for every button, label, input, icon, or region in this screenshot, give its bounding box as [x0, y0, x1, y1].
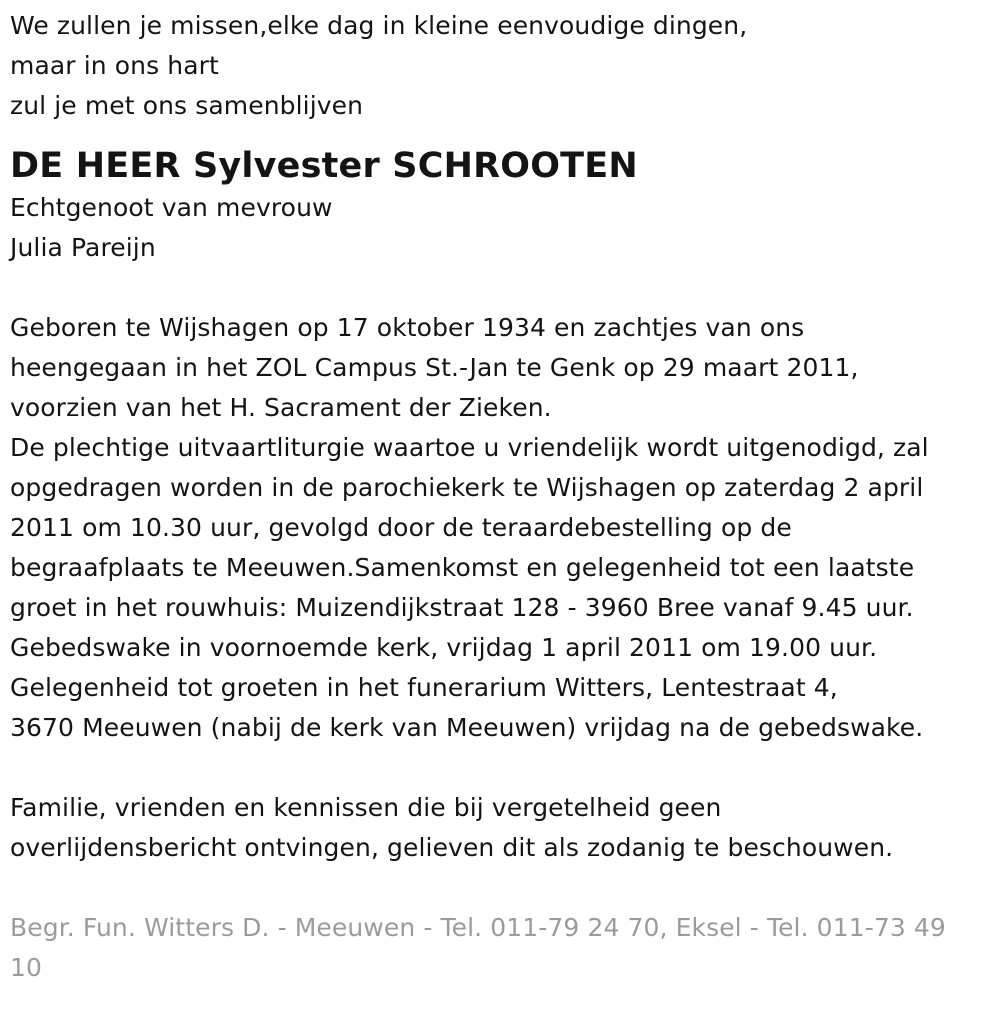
spouse-section — [10, 188, 990, 268]
body-line-9: Gebedswake in voornoemde kerk, vrijdag 1 april 2011 om 19.00 uur. — [10, 633, 878, 662]
footer-line-1: Begr. Fun. Witters D. - Meeuwen - Tel. 011-79 24 70, Eksel - Tel. 011-73 49 — [10, 913, 946, 942]
notice-line-1: Familie, vrienden en kennissen die bij vergetelheid geen — [10, 793, 722, 822]
obituary-document — [10, 6, 990, 988]
body-line-7: begraafplaats te Meeuwen.Samenkomst en gelegenheid tot een laatste — [10, 553, 915, 582]
funeral-home-footer — [10, 908, 990, 988]
body-line-6: 2011 om 10.30 uur, gevolgd door de teraardebestelling op de — [10, 513, 792, 542]
body-line-10: Gelegenheid tot groeten in het funerarium Witters, Lentestraat 4, — [10, 673, 838, 702]
spacer — [10, 868, 990, 908]
notice-line-2: overlijdensbericht ontvingen, gelieven dit als zodanig te beschouwen. — [10, 833, 894, 862]
deceased-name: DE HEER Sylvester SCHROOTEN — [10, 146, 638, 186]
body-line-2: heengegaan in het ZOL Campus St.-Jan te Genk op 29 maart 2011, — [10, 353, 859, 382]
poem-line-1: We zullen je missen,elke dag in kleine eenvoudige dingen, — [10, 11, 748, 40]
spacer — [10, 748, 990, 788]
spouse-line-1: Echtgenoot van mevrouw — [10, 193, 333, 222]
footer-line-2: 10 — [10, 953, 43, 982]
spouse-line-2: Julia Pareijn — [10, 233, 156, 262]
body-line-1: Geboren te Wijshagen op 17 oktober 1934 en zachtjes van ons — [10, 313, 805, 342]
spacer — [10, 268, 990, 308]
body-line-5: opgedragen worden in de parochiekerk te Wijshagen op zaterdag 2 april — [10, 473, 924, 502]
body-line-4: De plechtige uitvaartliturgie waartoe u vriendelijk wordt uitgenodigd, zal — [10, 433, 929, 462]
body-line-3: voorzien van het H. Sacrament der Zieken. — [10, 393, 552, 422]
body-section — [10, 308, 990, 748]
notice-section — [10, 788, 990, 868]
poem-line-3: zul je met ons samenblijven — [10, 91, 364, 120]
poem-line-2: maar in ons hart — [10, 51, 219, 80]
poem-section — [10, 6, 990, 126]
body-line-11: 3670 Meeuwen (nabij de kerk van Meeuwen) vrijdag na de gebedswake. — [10, 713, 924, 742]
body-line-8: groet in het rouwhuis: Muizendijkstraat 128 - 3960 Bree vanaf 9.45 uur. — [10, 593, 914, 622]
